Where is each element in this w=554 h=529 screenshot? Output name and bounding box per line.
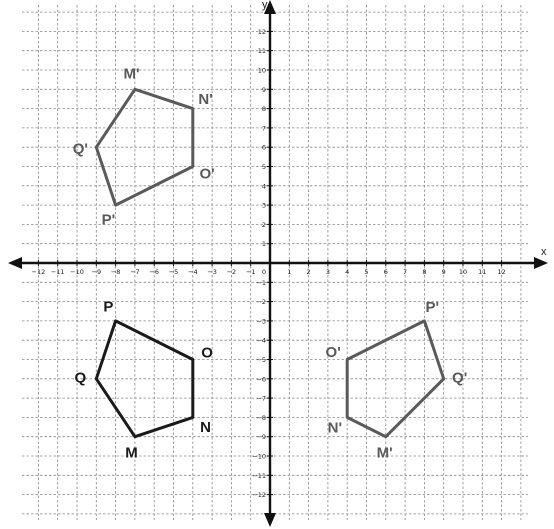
x-tick-label: −9 (91, 268, 102, 276)
origin-label: 0 (261, 268, 266, 276)
y-tick-label: 12 (257, 27, 266, 36)
y-tick-label: −3 (256, 317, 266, 326)
vertex-label-image-lower-right: O' (325, 343, 341, 361)
y-tick-label: −8 (256, 413, 266, 422)
y-tick-label: −2 (256, 298, 266, 307)
vertex-label-image-lower-right: N' (327, 419, 343, 437)
x-tick-label: −6 (149, 268, 159, 276)
x-tick-label: 3 (325, 268, 330, 276)
x-tick-label: 4 (345, 268, 350, 276)
x-axis-label: x (541, 246, 547, 258)
x-tick-label: −1 (245, 268, 256, 276)
vertex-label-original: N (200, 419, 212, 436)
y-tick-label: 8 (261, 105, 266, 114)
x-tick-label: 5 (364, 268, 369, 276)
x-tick-label: −3 (207, 268, 217, 276)
x-tick-label: 2 (306, 268, 311, 276)
vertex-label-original: P (103, 298, 114, 316)
x-tick-label: −4 (188, 268, 198, 276)
y-tick-label: 1 (261, 240, 266, 249)
vertex-label-original: O (201, 344, 213, 362)
vertex-label-image-lower-right: Q' (452, 369, 468, 387)
x-tick-label: 1 (287, 268, 292, 276)
x-tick-label: 11 (478, 268, 487, 276)
x-tick-label: 10 (458, 268, 468, 276)
y-tick-label: 7 (261, 124, 266, 133)
y-tick-label: −1 (256, 278, 266, 287)
y-tick-label: 10 (257, 66, 266, 75)
y-tick-label: 2 (261, 220, 266, 229)
y-tick-label: −5 (256, 356, 266, 364)
x-tick-label: −5 (168, 268, 179, 276)
vertex-label-image-upper-left: M' (123, 65, 140, 83)
y-tick-label: 6 (261, 143, 266, 152)
vertex-label-image-lower-right: P' (425, 298, 440, 316)
x-tick-label: −11 (50, 268, 65, 276)
vertex-label-original: M (125, 444, 138, 462)
x-tick-label: −8 (110, 268, 121, 276)
x-tick-label: 12 (497, 268, 506, 276)
y-tick-label: −9 (256, 433, 266, 442)
x-tick-label: 6 (383, 268, 388, 276)
x-tick-label: 7 (403, 268, 408, 276)
vertex-label-image-lower-right: M' (376, 444, 393, 462)
x-tick-label: −7 (130, 268, 140, 276)
vertex-label-original: Q (74, 369, 87, 387)
x-tick-label: 9 (441, 268, 446, 276)
x-axis-arrow-left (8, 257, 22, 269)
vertex-label-image-upper-left: N' (198, 91, 213, 108)
vertex-label-image-upper-left: O' (199, 165, 215, 183)
x-axis-arrow-right (534, 257, 548, 269)
y-tick-label: 5 (261, 163, 266, 171)
y-tick-label: −4 (256, 336, 266, 345)
y-tick-label: −12 (252, 491, 266, 500)
y-tick-label: 4 (261, 182, 266, 191)
x-tick-label: −2 (226, 268, 237, 276)
y-tick-label: −7 (256, 394, 266, 403)
y-tick-label: 3 (261, 201, 266, 210)
y-tick-label: −11 (252, 471, 266, 480)
y-axis-label: y (262, 0, 268, 11)
vertex-label-image-upper-left: Q' (72, 140, 88, 158)
y-tick-label: −6 (256, 375, 266, 384)
x-tick-label: 8 (422, 268, 427, 276)
axes (8, 0, 548, 527)
vertex-label-image-upper-left: P' (101, 211, 116, 229)
y-tick-label: 11 (257, 47, 266, 56)
y-axis-arrow-bottom (264, 513, 276, 527)
y-tick-label: 9 (261, 85, 266, 94)
x-tick-label: −12 (31, 268, 46, 276)
y-tick-label: −10 (252, 452, 266, 461)
x-tick-label: −10 (70, 268, 84, 276)
